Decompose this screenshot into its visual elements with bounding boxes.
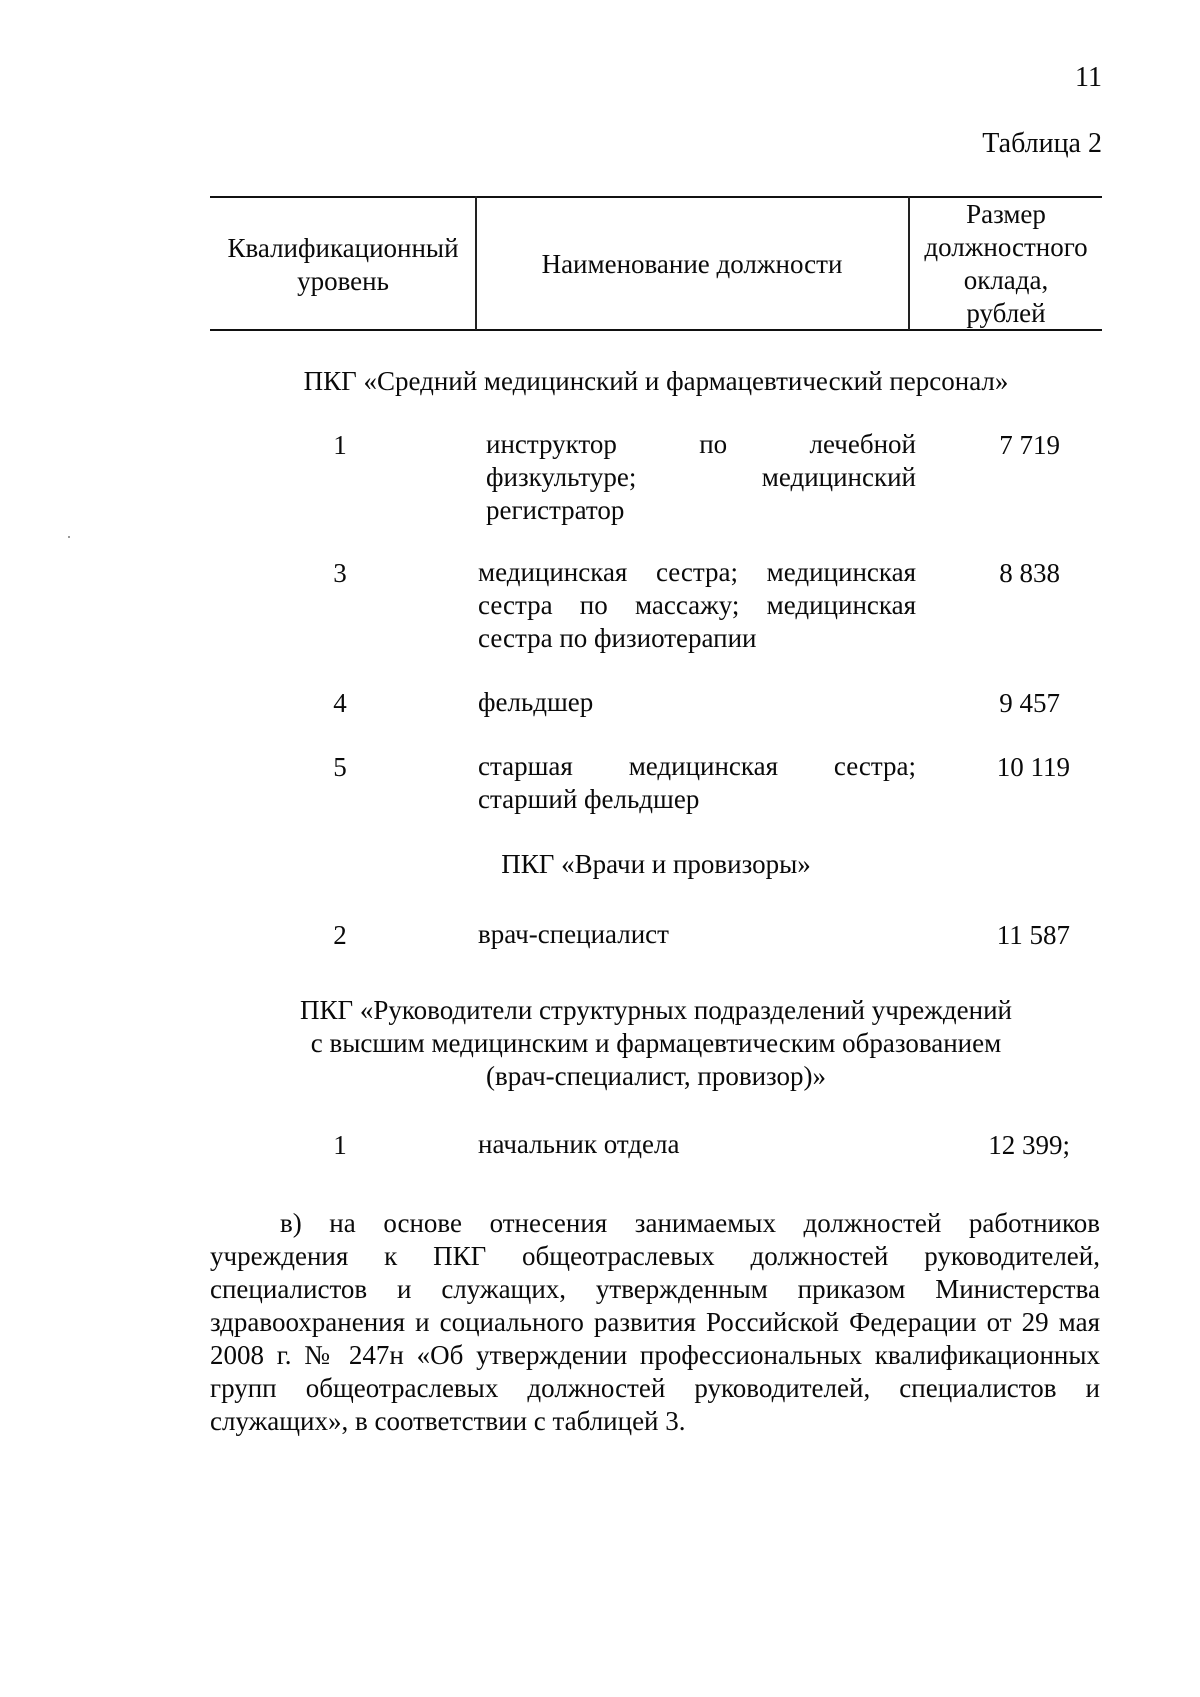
group-title-line: ПКГ «Руководители структурных подразделений учреждений	[300, 995, 1012, 1025]
row-level: 1	[333, 430, 347, 460]
row-name	[478, 1128, 916, 1161]
row-level: 1	[333, 1130, 347, 1160]
row-name-line: медицинская сестра; медицинская	[478, 557, 916, 587]
row-name	[478, 556, 916, 655]
header-salary	[910, 198, 1102, 330]
group-title	[200, 994, 1112, 1093]
row-name-line: начальник отдела	[478, 1129, 680, 1159]
row-salary: 8 838	[999, 558, 1060, 588]
header-salary-line: рублей	[966, 298, 1046, 328]
row-name-line: старшая медицинская сестра;	[478, 751, 916, 781]
row-salary: 7 719	[999, 430, 1060, 460]
row-name-line: сестра по массажу; медицинская	[478, 590, 916, 620]
row-salary: 12 399;	[988, 1130, 1070, 1160]
row-name-line: регистратор	[486, 495, 625, 525]
row-name-line: фельдшер	[478, 687, 594, 717]
group-title	[200, 848, 1112, 881]
header-name: Наименование должности	[541, 249, 843, 279]
scan-speck	[68, 536, 70, 538]
row-name-line: врач-специалист	[478, 919, 669, 949]
row-level: 2	[333, 920, 347, 950]
group-title-line: ПКГ «Врачи и провизоры»	[501, 849, 811, 879]
row-name-line: старший фельдшер	[478, 784, 700, 814]
group-title-line: ПКГ «Средний медицинский и фармацевтический персонал»	[303, 366, 1009, 396]
row-salary: 10 119	[996, 752, 1070, 782]
body-paragraph: в) на основе отнесения занимаемых должностей работников учреждения к ПКГ общеотраслевых должностей руководителей, специалистов и служащих, утвержденным приказом Министерства здравоохранения и социального развития Российской Федерации от 29 мая 2008 г. № 247н «Об утверждении профессиональных квалификационных групп общеотраслевых должностей руководителей, специалистов и служащих», в соответствии с таблицей 3.	[210, 1208, 1100, 1436]
header-level-line: Квалификационный	[227, 233, 459, 263]
page-number: 11	[1075, 62, 1102, 93]
group-title-line: с высшим медицинским и фармацевтическим образованием	[310, 1028, 1002, 1058]
row-salary: 9 457	[999, 688, 1060, 718]
row-level: 3	[333, 558, 347, 588]
row-name	[486, 428, 916, 527]
row-name-line: инструктор по лечебной	[486, 429, 916, 459]
row-salary: 11 587	[996, 920, 1070, 950]
header-salary-line: должностного	[924, 232, 1088, 262]
header-salary-line: оклада,	[963, 265, 1049, 295]
group-title	[200, 365, 1112, 398]
group-title-line: (врач-специалист, провизор)»	[485, 1061, 827, 1091]
header-level-line: уровень	[297, 266, 389, 296]
row-name	[478, 918, 916, 951]
table-label: Таблица 2	[982, 128, 1102, 159]
header-salary-line: Размер	[966, 199, 1046, 229]
table-column-divider	[475, 196, 477, 330]
row-level: 5	[333, 752, 347, 782]
row-name	[478, 750, 916, 816]
row-name-line: физкультуре; медицинский	[486, 462, 916, 492]
row-level: 4	[333, 688, 347, 718]
row-name-line: сестра по физиотерапии	[478, 623, 757, 653]
header-level	[212, 232, 474, 298]
row-name	[478, 686, 916, 719]
